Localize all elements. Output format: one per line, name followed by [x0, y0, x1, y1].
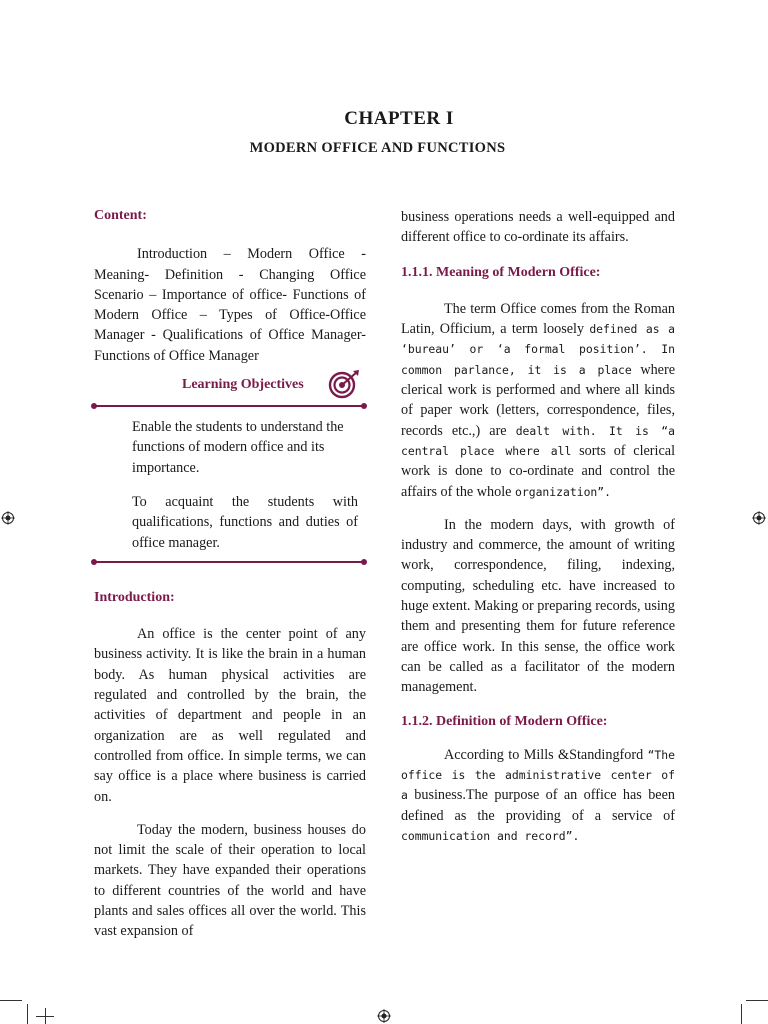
meaning-text: sorts of clerical work is done to co-ordinate and control the affairs of the whole	[401, 442, 676, 500]
content-heading: Content:	[94, 208, 147, 223]
left-column	[94, 206, 366, 942]
meaning-text: The term Office comes from the Roman Latin, Officium, a term loosely	[401, 300, 675, 338]
registration-mark-icon	[1, 511, 15, 525]
right-column	[401, 207, 675, 846]
registration-mark-icon	[377, 1009, 391, 1023]
meaning-paragraph	[401, 299, 675, 502]
objectives-list	[94, 417, 358, 553]
definition-quote: communication and record”.	[401, 829, 580, 844]
intro-paragraph: An office is the center point of any business activity. It is like the brain in a human body. As human physical activities are regulated and controlled by the brain, the activities of department and people in an organization are as well regulated and controlled from office. In simple terms, we can say office is a place where business is carried on.	[94, 626, 366, 805]
introduction-heading: Introduction:	[94, 589, 175, 605]
crop-mark-icon	[746, 1000, 768, 1001]
definition-text: According to Mills &Standingford	[444, 746, 648, 763]
registration-mark-icon	[752, 511, 766, 525]
definition-text: business.The purpose of an office has been defined as the providing of a service of	[401, 787, 675, 824]
crop-mark-icon	[45, 1008, 46, 1024]
crop-mark-icon	[741, 1004, 742, 1024]
content-text: Introduction – Modern Office - Meaning- Definition - Changing Office Scenario – Importance of office- Functions of Modern Office – Types of Office-Office Manager - Qualifications of Office Manager- Functions of Office Manager	[94, 246, 366, 364]
section-heading: 1.1.2. Definition of Modern Office:	[401, 713, 608, 729]
continuation-paragraph: business operations needs a well-equipped and different office to co-ordinate its affairs.	[401, 209, 675, 246]
modern-days-paragraph: In the modern days, with growth of industry and commerce, the amount of writing work, correspondence, filing, indexing, computing, scheduling etc. have increased to huge extent. Making or preparing records, using them and presenting them for future reference are office work. In this sense, the office work can be called as a facilitator of the modern management.	[401, 516, 675, 696]
meaning-quote: organization”.	[515, 484, 612, 499]
crop-mark-icon	[0, 1000, 22, 1001]
target-icon	[328, 369, 362, 399]
definition-paragraph	[401, 745, 675, 846]
objective-item: To acquaint the students with qualifications, functions and duties of office manager.	[132, 493, 358, 551]
meaning-quote: dealt with. It is “a central place where all	[401, 423, 675, 458]
chapter-number: CHAPTER I	[344, 108, 454, 129]
learning-objectives-header	[94, 369, 366, 399]
section-heading: 1.1.1. Meaning of Modern Office:	[401, 264, 601, 280]
learning-objectives-label: Learning Objectives	[182, 377, 304, 393]
objective-item: Enable the students to understand the functions of modern office and its importance.	[132, 419, 344, 476]
definition-quote: “The office is the administrative center of a	[401, 747, 675, 803]
chapter-title: MODERN OFFICE AND FUNCTIONS	[249, 140, 506, 156]
meaning-quote: defined as a ‘bureau’ or ‘a formal position’. In common parlance, it is a place	[401, 322, 676, 377]
meaning-text: where clerical work is performed and where all kinds of paper work (letters, correspondence, files, records etc.,) are	[401, 361, 675, 439]
crop-mark-icon	[27, 1004, 28, 1024]
objectives-rule-top	[94, 405, 364, 407]
intro-paragraph: Today the modern, business houses do not limit the scale of their operation to local markets. They have expanded their operations to different countries of the world and have plants and sales offices all over the world. This vast expansion of	[94, 821, 366, 940]
objectives-rule-bottom	[94, 561, 364, 563]
